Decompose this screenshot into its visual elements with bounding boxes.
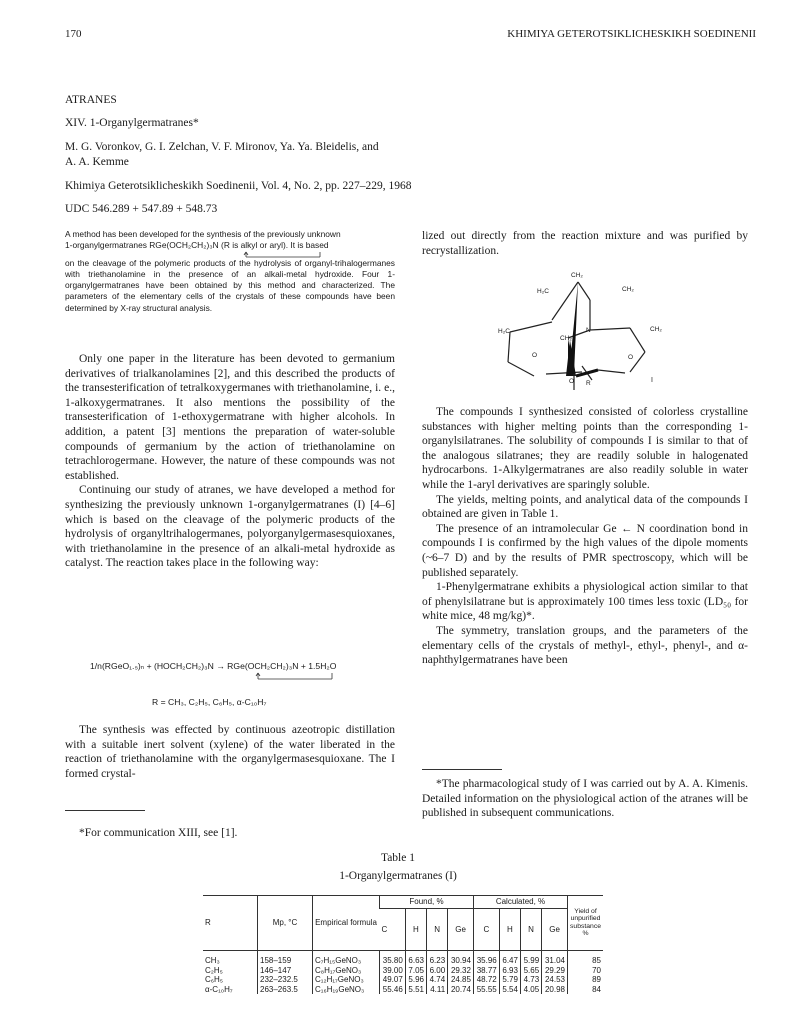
table-top-rule	[203, 895, 603, 896]
cell-r: α-C₁₀H₇	[205, 984, 233, 994]
label-r-group: R	[586, 380, 591, 387]
right-column-body	[422, 405, 748, 668]
footnote-rule-left	[65, 810, 145, 811]
cell-yield: 85	[568, 956, 603, 966]
label-ch2-top: CH₂	[571, 272, 583, 279]
header-calc-n: N	[520, 908, 541, 950]
label-h2c-low: H₂C	[498, 328, 510, 335]
cell-calc-n: 5.99	[520, 956, 541, 966]
cell-found-ge: 29.32	[448, 966, 474, 976]
header-found-n: N	[426, 908, 447, 950]
footnote-right-text: *The pharmacological study of I was carried out by A. A. Kimenis. Detailed information on the physiological action of the atranes will be published in subsequent communications.	[422, 778, 748, 820]
paragraph-synthesis: The synthesis was effected by continuous azeotropic distillation with a suitable inert solvent (xylene) of the water liberated in the reaction of triethanolamine with the organylgermasesquioxane. The I formed crystal-	[65, 724, 395, 780]
left-column-cont	[65, 723, 395, 781]
label-n-atom: N	[586, 327, 591, 334]
cell-found-n: 6.23	[426, 956, 447, 966]
footnote-right	[422, 777, 748, 821]
table-row	[203, 966, 603, 976]
header-calc-ge: Ge	[542, 908, 568, 950]
paragraph-crystal-parameters: The symmetry, translation groups, and the parameters of the elementary cells of the crystals of methyl-, ethyl-, phenyl-, and α-naphthylgermatranes have been	[422, 624, 748, 667]
header-formula: Empirical formula	[313, 896, 380, 950]
cell-calc-n: 4.05	[520, 985, 541, 995]
label-o-right: O	[628, 354, 634, 361]
table-row	[203, 985, 603, 995]
paragraph-intro: Only one paper in the literature has been devoted to germanium derivatives of trialkanolamines [2], and this described the products of the transesterification of tetralkoxygermanes with triethanolamine, i. e., 1-alkoxygermatranes. It also mentions the possibility of the transesterification of 1-ethoxygermatrane with higher alcohols. In addition, a patent [3] mentions the preparation of water-soluble compounds of germanium by the action of triethanolamine on tetrachlorogermane. However, the nature of these compounds was not established.	[65, 353, 395, 482]
cell-found-c: 39.00	[380, 966, 406, 976]
label-ch2-center: CH₂	[560, 335, 572, 342]
ge-n-bond-bracket	[240, 251, 330, 259]
left-column	[65, 352, 395, 571]
cell-found-ge: 24.85	[448, 975, 474, 985]
citation: Khimiya Geterotsiklicheskikh Soedinenii, Vol. 4, No. 2, pp. 227–229, 1968	[65, 180, 412, 192]
cell-found-n: 4.11	[426, 985, 447, 995]
abstract	[65, 229, 395, 314]
cell-calc-ge: 29.29	[542, 966, 568, 976]
abstract-line-1: A method has been developed for the synthesis of the previously unknown	[65, 229, 341, 239]
abstract-line-2: 1-organylgermatranes RGe(OCH₂CH₂)₃N (R is alkyl or aryl). It is based	[65, 240, 329, 251]
header-calculated: Calculated, %	[473, 896, 567, 908]
journal-running-title: KHIMIYA GETEROTSIKLICHESKIKH SOEDINENII	[507, 28, 756, 40]
footnote-left	[65, 826, 395, 841]
paragraph-properties: The compounds I synthesized consisted of colorless crystalline substances with higher melting points than the corresponding 1-organylsilatranes. The solubility of compounds I is similar to that of the analogous silatranes; they are readily soluble in halogenated hydrocarbons. 1-Alkylgermatranes are also readily soluble in water while the 1-aryl derivatives are sparingly soluble.	[422, 406, 748, 491]
cell-calc-ge: 20.98	[542, 985, 568, 995]
label-o-ge: O	[569, 378, 575, 385]
cell-yield: 84	[568, 985, 603, 995]
paragraph-toxicity: 1-Phenylgermatrane exhibits a physiological action similar to that of phenylsilatrane but is approximately 100 times less toxic (LD₅₀ for white mice, 48 mg/kg)*.	[422, 581, 748, 623]
cell-mp: 158–159	[258, 956, 313, 966]
data-table	[203, 896, 603, 994]
cell-found-h: 5.96	[405, 975, 426, 985]
cell-mp: 232–232.5	[258, 975, 313, 985]
udc: UDC 546.289 + 547.89 + 548.73	[65, 203, 218, 215]
cell-calc-n: 5.65	[520, 966, 541, 976]
cell-calc-h: 6.93	[499, 966, 520, 976]
header-found-h: H	[405, 908, 426, 950]
cell-calc-c: 38.77	[473, 966, 499, 976]
cell-calc-h: 6.47	[499, 956, 520, 966]
authors-line-1: M. G. Voronkov, G. I. Zelchan, V. F. Mironov, Ya. Ya. Bleidelis, and	[65, 141, 379, 153]
header-mp: Mp, °C	[258, 896, 313, 950]
cell-r: C₂H₅	[205, 965, 223, 975]
cell-yield: 89	[568, 975, 603, 985]
cell-yield: 70	[568, 966, 603, 976]
reaction-bracket	[252, 672, 342, 681]
r-group-list: R = CH₃, C₂H₅, C₆H₅, α-C₁₀H₇	[152, 697, 267, 707]
cell-formula: C₁₂H₁₇GeNO₃	[313, 975, 380, 985]
footnote-left-text: *For communication XIII, see [1].	[79, 827, 238, 839]
header-calc-c: C	[473, 908, 499, 950]
cell-calc-c: 55.55	[473, 985, 499, 995]
label-o-left: O	[532, 352, 538, 359]
cell-formula: C₇H₁₅GeNO₃	[313, 956, 380, 966]
cell-found-n: 4.74	[426, 975, 447, 985]
cell-found-h: 5.51	[405, 985, 426, 995]
cell-found-ge: 20.74	[448, 985, 474, 995]
label-h2c-left: H₂C	[537, 288, 549, 295]
table-title: 1-Organylgermatranes (I)	[339, 870, 457, 882]
cell-found-ge: 30.94	[448, 956, 474, 966]
table-row	[203, 975, 603, 985]
reaction-equation: 1/n(RGeO₁.₅)ₙ + (HOCH₂CH₂)₃N → RGe(OCH₂CH₂)₃N + 1.5H₂O	[90, 661, 337, 671]
cell-found-n: 6.00	[426, 966, 447, 976]
cell-found-c: 49.07	[380, 975, 406, 985]
cell-calc-c: 35.96	[473, 956, 499, 966]
paragraph-crystallization: lized out directly from the reaction mixture and was purified by recrystallization.	[422, 230, 748, 257]
cell-found-c: 55.46	[380, 985, 406, 995]
header-found-c: C	[380, 908, 406, 950]
footnote-rule-right	[422, 769, 502, 770]
cell-calc-h: 5.54	[499, 985, 520, 995]
label-ch2-right: CH₂	[622, 286, 634, 293]
series-title: ATRANES	[65, 94, 117, 106]
cell-mp: 263–263.5	[258, 985, 313, 995]
paragraph-yields: The yields, melting points, and analytical data of the compounds I obtained are given in Table 1.	[422, 493, 748, 521]
cell-formula: C₁₆H₁₉GeNO₃	[313, 985, 380, 995]
cell-calc-c: 48.72	[473, 975, 499, 985]
page-number: 170	[65, 28, 82, 40]
cell-r: CH₃	[205, 956, 220, 965]
right-column-top	[422, 229, 748, 258]
table-row	[203, 956, 603, 966]
cell-r: C₆H₅	[205, 975, 224, 984]
paragraph-method: Continuing our study of atranes, we have developed a method for synthesizing the previously unknown 1-organylgermatranes (I) [4–6] which is based on the cleavage of the polymeric products of the hydrolysis of organyltrihalogermanes, polyorganylgermasesquioxanes, with triethanolamine in the presence of an alkali-metal hydroxide as catalyst. The reaction takes place in the following way:	[65, 484, 395, 570]
table-number: Table 1	[380, 852, 415, 864]
table-1	[203, 895, 603, 994]
header-calc-h: H	[499, 908, 520, 950]
cell-calc-n: 4.73	[520, 975, 541, 985]
header-yield: Yield of unpurified substance %	[568, 896, 603, 950]
authors-line-2: A. A. Kemme	[65, 156, 129, 168]
label-compound-I: I	[651, 377, 653, 384]
cell-calc-ge: 24.53	[542, 975, 568, 985]
paragraph-coordination: The presence of an intramolecular Ge ← N coordination bond in compounds I is confirmed by the high values of the dipole moments (~6–7 D) and by the results of PMR spectroscopy, which will be published separately.	[422, 522, 748, 579]
cell-found-h: 7.05	[405, 966, 426, 976]
cell-found-c: 35.80	[380, 956, 406, 966]
header-found: Found, %	[380, 896, 474, 908]
cell-formula: C₈H₁₇GeNO₃	[313, 966, 380, 976]
label-ch2-low-right: CH₂	[650, 326, 662, 333]
cell-calc-h: 5.79	[499, 975, 520, 985]
cell-mp: 146–147	[258, 966, 313, 976]
cell-calc-ge: 31.04	[542, 956, 568, 966]
cell-found-h: 6.63	[405, 956, 426, 966]
header-r: R	[203, 896, 258, 950]
article-title: XIV. 1-Organylgermatranes*	[65, 117, 199, 129]
abstract-body: on the cleavage of the polymeric products of the hydrolysis of organyl-trihalogermanes with triethanolamine in the presence of an alkali-metal hydroxide. Four 1-organylgermatranes have been obtained by this method and characterized. The parameters of the elementary cells of the crystals of these compounds have been determined by X-ray structural analysis.	[65, 257, 395, 313]
header-found-ge: Ge	[448, 908, 474, 950]
